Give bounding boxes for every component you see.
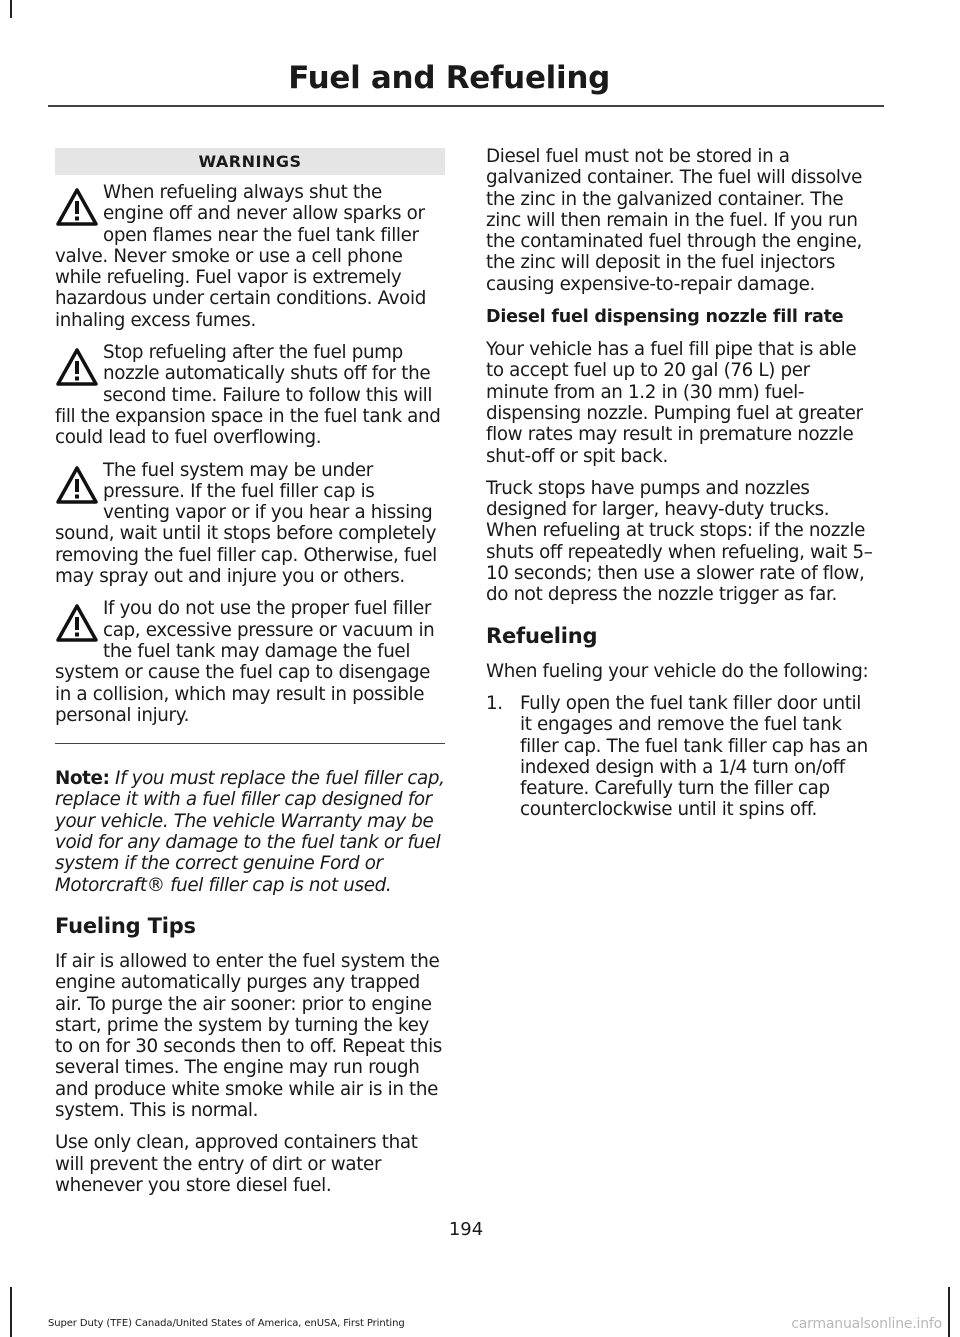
warning-text: Stop refueling after the fuel pump nozzle automatically shuts off for the second time. Failure to follow this will fill the expansion space in the fuel tank and could lead to fuel overflowing. bbox=[55, 342, 441, 449]
warning-item bbox=[55, 598, 445, 726]
paragraph: Your vehicle has a fuel fill pipe that is able to accept fuel up to 20 gal (76 L) per minute from an 1.2 in (30 mm) fuel-dispensing nozzle. Pumping fuel at greater flow rates may result in premature nozzle shut-off or spit back. bbox=[486, 339, 863, 467]
warning-item bbox=[55, 342, 445, 448]
warning-item bbox=[55, 460, 445, 588]
right-column bbox=[486, 146, 876, 821]
crop-mark bbox=[948, 1287, 950, 1337]
header-divider bbox=[48, 105, 884, 107]
left-column bbox=[55, 148, 445, 1196]
warning-triangle-icon bbox=[55, 187, 99, 227]
note-label: Note: bbox=[55, 768, 110, 790]
warning-triangle-icon bbox=[55, 347, 99, 387]
warning-text: The fuel system may be under pressure. If the fuel filler cap is venting vapor or if you hear a hissing sound, wait until it stops before completely removing the fuel filler cap. Otherwise, fuel may spray out and injure you or others. bbox=[55, 459, 437, 588]
warning-text: When refueling always shut the engine off and never allow sparks or open flames near the fuel tank filler valve. Never smoke or use a cell phone while refueling. Fuel vapor is extremely hazardous under certain conditions. Avoid inhaling excess fumes. bbox=[55, 182, 426, 331]
refueling-heading: Refueling bbox=[486, 623, 598, 648]
page-number: 194 bbox=[448, 1219, 484, 1240]
paragraph: If air is allowed to enter the fuel system the engine automatically purges any trapped air. To purge the air sooner: prior to engine start, prime the system by turning the key to on for 30 seconds then to off. Repeat this several times. The engine may run rough and produce white smoke while air is in the system. This is normal. bbox=[55, 950, 442, 1121]
list-number: 1. bbox=[486, 692, 503, 714]
fueling-tips-heading: Fueling Tips bbox=[55, 913, 196, 938]
note-text: If you must replace the fuel filler cap, replace it with a fuel filler cap designed for your vehicle. The vehicle Warranty may be void for any damage to the fuel tank or fuel system if the correct genuine Ford or Motorcraft® fuel filler cap is not used. bbox=[55, 768, 445, 896]
paragraph: Use only clean, approved containers that will prevent the entry of dirt or water whenever you store diesel fuel. bbox=[55, 1132, 418, 1196]
crop-mark bbox=[10, 0, 12, 18]
footer-text: Super Duty (TFE) Canada/United States of America, enUSA, First Printing bbox=[48, 1318, 405, 1329]
paragraph: Truck stops have pumps and nozzles designed for larger, heavy-duty trucks. When refueling at truck stops: if the nozzle shuts off repeatedly when refueling, wait 5–10 seconds; then use a slower rate of flow, do not depress the nozzle trigger as far. bbox=[486, 477, 873, 606]
page-title: Fuel and Refueling bbox=[288, 60, 610, 96]
warning-item bbox=[55, 182, 445, 331]
warning-triangle-icon bbox=[55, 465, 99, 505]
warning-text: If you do not use the proper fuel filler cap, excessive pressure or vacuum in the fuel tank may damage the fuel system or cause the fuel cap to disengage in a collision, which may result in possible personal injury. bbox=[55, 598, 435, 726]
note bbox=[55, 768, 445, 896]
warning-triangle-icon bbox=[55, 603, 99, 643]
warnings-heading: WARNINGS bbox=[55, 148, 445, 175]
paragraph: When fueling your vehicle do the following: bbox=[486, 660, 869, 682]
fill-rate-heading: Diesel fuel dispensing nozzle fill rate bbox=[486, 307, 844, 328]
watermark: carmanualsonline.info bbox=[791, 1316, 942, 1332]
warnings-divider bbox=[55, 743, 445, 744]
paragraph: Diesel fuel must not be stored in a galvanized container. The fuel will dissolve the zinc in the galvanized container. The zinc will then remain in the fuel. If you run the contaminated fuel through the engine, the zinc will deposit in the fuel injectors causing expensive-to-repair damage. bbox=[486, 146, 863, 295]
list-text: Fully open the fuel tank filler door until it engages and remove the fuel tank filler cap. The fuel tank filler cap has an indexed design with a 1/4 turn on/off feature. Carefully turn the filler cap counterclockwise until it spins off. bbox=[520, 692, 868, 821]
crop-mark bbox=[10, 1287, 12, 1337]
list-item bbox=[486, 693, 876, 821]
